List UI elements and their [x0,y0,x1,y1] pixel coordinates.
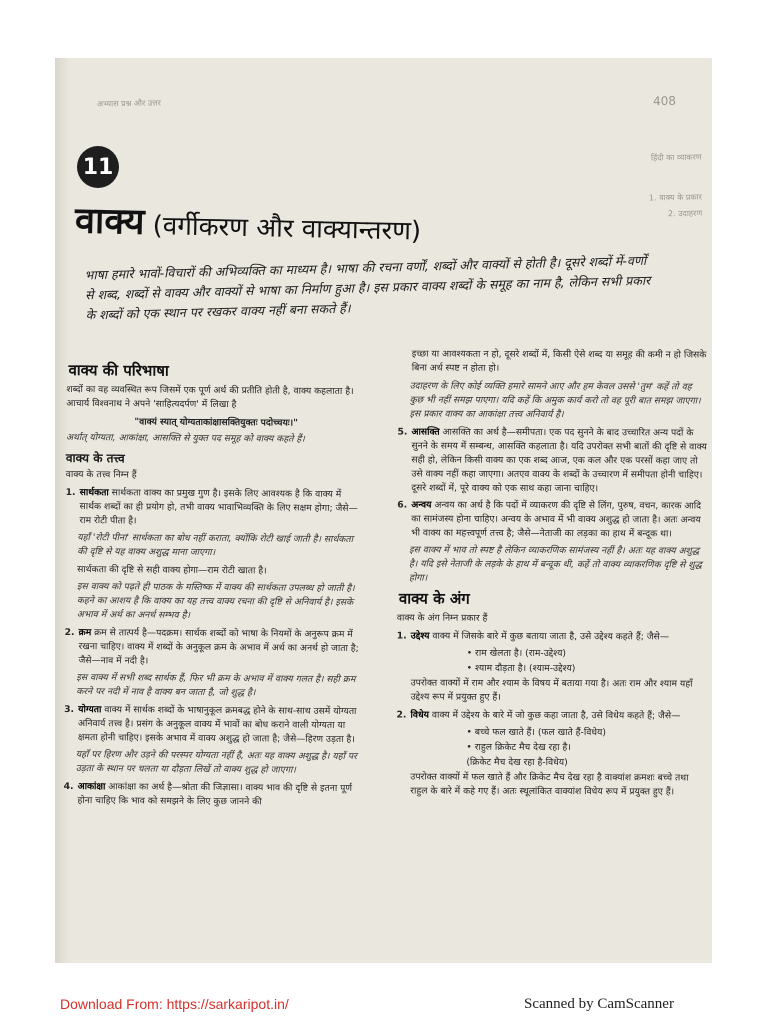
list-item [397,498,707,541]
item-text: वाक्य में उद्देश्य के बारे में जो कुछ कहा जाता है, उसे विधेय कहते हैं; जैसे— [431,709,681,722]
chapter-title-sub: (वर्गीकरण और वाक्यान्तरण) [152,211,422,247]
list-item [65,486,365,530]
parts-intro: वाक्य के अंग निम्न प्रकार हैं [396,612,488,624]
item-note: इस वाक्य में सभी शब्द सार्थक हैं, फिर भी क्रम के अभाव में वाक्य गलत है। सही क्रम करने पर नदी में नाव है वाक्य बन जाता है, जो शुद्ध है। [76,672,356,699]
item-title: आसक्ति [411,426,440,438]
item-title: विधेय [410,709,429,721]
bullet-example: • राहुल क्रिकेट मैच देख रहा है। [466,741,571,754]
item-title: क्रम [78,627,92,639]
item-number: 6. [397,499,408,511]
subsection-heading: वाक्य के तत्त्व [65,450,125,466]
item-number: 3. [64,703,75,716]
bullet-example: • राम खेलता है। (राम-उद्देश्य) [466,647,567,660]
quote-meaning: अर्थात् योग्यता, आकांक्षा, आसक्ति से युक्त पद समूह को वाक्य कहते हैं। [65,431,305,445]
bullet-example: • बच्चे फल खाते हैं। (फल खाते हैं-विधेय) [466,726,606,739]
item-number: 1. [65,486,76,499]
item-number: 2. [64,626,75,639]
list-item [63,780,363,810]
right-column [396,347,708,803]
item-number: 2. [396,709,407,721]
bleed-through-text: 1. वाक्य के प्रकार [649,192,703,203]
item-text: आसक्ति का अर्थ है—समीपता। एक पद सुनने के बाद उच्चारित अन्य पदों के सुनने के समय में सम्बन्ध, आसक्ति कहलाता है। यदि उपरोक्त सभी बातों की दृष्टि से वाक्य सही हो, लेकिन किसी वाक्य का एक शब्द आज, एक कल और एक परसों कहा जाए तो उसे वाक्य नहीं कहा जाएगा। अतएव वाक्य के शब्दों के उच्चारण में समीपता होनी चाहिए। दूसरे शब्दों में, पूरे वाक्य को एक साथ कहा जाना चाहिए। [411,426,707,495]
section-heading: वाक्य की परिभाषा [68,360,169,380]
list-item [64,626,364,670]
chapter-title [75,194,422,250]
item-title: अन्वय [411,499,432,511]
item-explanation: उपरोक्त वाक्यों में राम और श्याम के विषय में बताया गया है। अतः राम और श्याम यहाँ उद्देश्य रूप में प्रयुक्त हुए हैं। [410,677,693,703]
item-text: क्रम से तात्पर्य है—पदक्रम। सार्थक शब्दों को भाषा के नियमों के अनुरूप क्रम में रखना चाहिए। वाक्य में शब्दों के अनुकूल क्रम के अभाव में अर्थ का अनर्थ हो जाता है; जैसे—नाव में नदी है। [78,627,359,667]
item-text: वाक्य में जिसके बारे में कुछ बताया जाता है, उसे उद्देश्य कहते हैं; जैसे— [432,630,669,643]
list-item [397,629,707,644]
list-item [396,708,706,723]
item-title: योग्यता [78,704,102,716]
continued-paragraph: इच्छा या आवश्यकता न हो, दूसरे शब्दों में, किसी ऐसे शब्द या समूह की कमी न हो जिसके बिना अर्थ स्पष्ट न होता हो। [411,348,707,374]
item-number: 5. [397,426,408,438]
chapter-title-main: वाक्य [74,200,145,243]
item-text: सार्थकता वाक्य का प्रमुख गुण है। इसके लिए आवश्यक है कि वाक्य में सार्थक शब्दों का ही प्रयोग हो, तभी वाक्य भावाभिव्यक्ति के लिए सक्षम होगा; जैसे—राम रोटी पीता है। [79,487,358,527]
item-text: अन्वय का अर्थ है कि पदों में व्याकरण की दृष्टि से लिंग, पुरुष, वचन, कारक आदि का सामंजस्य होना चाहिए। अन्वय के अभाव में भी वाक्य अशुद्ध हो जाता है। अतः अन्वय भी वाक्य का महत्त्वपूर्ण तत्त्व है; जैसे—नेताजी का लड़का का हाथ में बन्दूक था। [411,499,702,540]
item-text: आकांक्षा का अर्थ है—श्रोता की जिज्ञासा। वाक्य भाव की दृष्टि से इतना पूर्ण होना चाहिए कि भाव को समझने के लिए कुछ जानने की [77,781,353,808]
page-number: 408 [652,93,677,109]
left-column [63,357,366,813]
bullet-example: (क्रिकेट मैच देख रहा है-विधेय) [466,756,568,769]
item-note: इस वाक्य को पढ़ते ही पाठक के मस्तिष्क में वाक्य की सार्थकता उपलब्ध हो जाती है। कहने का आशय है कि वाक्य का यह तत्त्व वाक्य रचना की दृष्टि से अनिवार्य है। इसके अभाव में अर्थ का अनर्थ सम्भव है। [76,581,355,621]
list-item [397,425,707,496]
chapter-number-badge: 11 [77,146,119,188]
section-heading: वाक्य के अंग [398,589,470,608]
item-text: वाक्य में सार्थक शब्दों के भाषानुकूल क्रमबद्ध होने के साथ-साथ उसमें योग्यता अनिवार्य तत्त्व है। प्रसंग के अनुकूल वाक्य में भावों का बोध कराने वाली योग्यता या क्षमता होनी चाहिए। इसके अभाव में वाक्य अशुद्ध हो जाता है; जैसे—हिरण उड़ता है। [77,704,357,745]
elements-intro: वाक्य के तत्त्व निम्न हैं [65,468,137,481]
definition-paragraph: शब्दों का वह व्यवस्थित रूप जिसमें एक पूर्ण अर्थ की प्रतीति होती है, वाक्य कहलाता है। आचार्य विश्वनाथ ने अपने 'साहित्यदर्पण' में लिखा है [66,383,354,411]
item-title: सार्थकता [79,487,109,499]
download-source-link[interactable]: Download From: https://sarkaripot.in/ [60,996,289,1012]
bleed-through-text: 2. उदाहरण [667,208,703,219]
item-title: आकांक्षा [77,781,106,793]
item-title: उद्देश्य [410,630,430,642]
item-example: सार्थकता की दृष्टि से सही वाक्य होगा—राम रोटी खाता है। [77,564,267,577]
bleed-through-text: अभ्यास प्रश्न और उत्तर [96,98,162,109]
item-note: यहाँ पर हिरण और उड़ने की परस्पर योग्यता नहीं है, अतः यह वाक्य अशुद्ध है। यहाँ पर उड़ता के स्थान पर चलता या दौड़ता लिखें तो वाक्य शुद्ध हो जाएगा। [75,749,357,776]
item-number: 4. [63,780,74,793]
scanner-watermark: Scanned by CamScanner [524,996,674,1012]
sanskrit-quote: "वाक्यं स्यात् योग्यताकांक्षासक्तियुक्तः पदोच्चयः।" [134,416,298,429]
scanned-page [55,58,712,963]
intro-paragraph: भाषा हमारे भावों-विचारों की अभिव्यक्ति का माध्यम है। भाषा की रचना वर्णों, शब्दों और वाक्यों से होती है। दूसरे शब्दों में-वर्णों से शब्द, शब्दों से वाक्य और वाक्यों से भाषा का निर्माण हुआ है। इस प्रकार वाक्य शब्दों के समूह का नाम है, लेकिन सभी प्रकार के शब्दों को एक स्थान पर रखकर वाक्य नहीं बना सकते हैं। [84,252,651,323]
item-note: उदाहरण के लिए कोई व्यक्ति हमारे सामने आए और हम केवल उससे 'तुम' कहें तो वह कुछ भी नहीं समझ पाएगा। यदि कहें कि अमुक कार्य करो तो वह पूरी बात समझ जाएगा। इस प्रकार वाक्य का आकांक्षा तत्त्व अनिवार्य है। [409,380,701,421]
bullet-example: • श्याम दौड़ता है। (श्याम-उद्देश्य) [466,662,576,675]
item-explanation: उपरोक्त वाक्यों में फल खाते हैं और क्रिकेट मैच देख रहा है वाक्यांश क्रमशः बच्चे तथा राहुल के बारे में कहे गए हैं। अतः स्थूलांकित वाक्यांश विधेय रूप में प्रयुक्त हुए हैं। [410,771,689,798]
bleed-through-text: हिंदी का व्याकरण [651,152,703,163]
item-number: 1. [396,630,407,642]
item-note: यहाँ 'रोटी पीना' सार्थकता का बोध नहीं कराता, क्योंकि रोटी खाई जाती है। सार्थकता की दृष्टि से यह वाक्य अशुद्ध माना जाएगा। [77,532,354,559]
item-note: इस वाक्य में भाव तो स्पष्ट है लेकिन व्याकरणिक सामंजस्य नहीं है। अतः यह वाक्य अशुद्ध है। यदि इसे नेताजी के लड़के के हाथ में बन्दूक थी, कहें तो वाक्य व्याकरणिक दृष्टि से शुद्ध होगा। [408,544,702,584]
list-item [64,703,364,747]
